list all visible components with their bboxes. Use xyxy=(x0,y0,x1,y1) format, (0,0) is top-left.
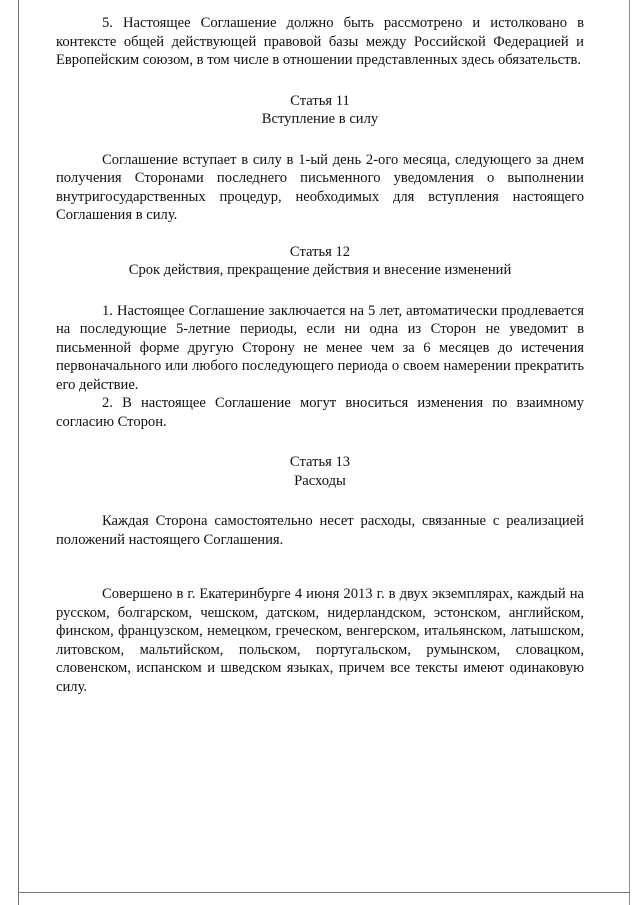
article-13-text: Каждая Сторона самостоятельно несет расходы, связанные с реализацией положений настоящего Соглашения. xyxy=(56,513,584,548)
scan-border-left xyxy=(18,0,19,905)
clause-5-paragraph: 5. Настоящее Соглашение должно быть рассмотрено и истолковано в контексте общей действующей правовой базы между Российской Федерацией и Европейским союзом, в том числе в отношении представленных здесь обязательств. xyxy=(56,15,584,68)
article-12-item-1: 1. Настоящее Соглашение заключается на 5 лет, автоматически продлевается на последующие 5-летние периоды, если ни одна из Сторон не уведомит в письменной форме другую Сторону не менее чем за 6 месяцев до истечения первоначального или любого последующего периода о своем намерении прекратить его действие. xyxy=(56,302,584,393)
scan-border-bottom xyxy=(18,892,630,893)
scan-border-right xyxy=(629,0,630,905)
article-12-title: Срок действия, прекращение действия и внесение изменений xyxy=(128,262,512,278)
article-13-number: Статья 13 xyxy=(289,454,351,470)
article-11-title: Вступление в силу xyxy=(261,111,379,127)
article-13-title: Расходы xyxy=(294,472,346,489)
article-11-text: Соглашение вступает в силу в 1-ый день 2-ого месяца, следующего за днем получения Сторонами последнего письменного уведомления о выполнении внутригосударственных процедур, необходимых для вступления настоящего Соглашения в силу. xyxy=(56,151,584,223)
article-11-number: Статья 11 xyxy=(290,92,350,109)
article-12-item-2: 2. В настоящее Соглашение могут вноситься изменения по взаимному согласию Сторон. xyxy=(56,395,584,430)
article-12-number: Статья 12 xyxy=(289,243,351,260)
closing-paragraph: Совершено в г. Екатеринбурге 4 июня 2013 г. в двух экземплярах, каждый на русском, болгарском, чешском, датском, нидерландском, эстонском, английском, финском, французском, немецком, греческом, венгерском, итальянском, латышском, литовском, мальтийском, польском, португальском, румынском, словацком, словенском, испанском и шведском языках, причем все тексты имеют одинаковую силу. xyxy=(56,586,584,695)
document-page xyxy=(56,14,584,696)
